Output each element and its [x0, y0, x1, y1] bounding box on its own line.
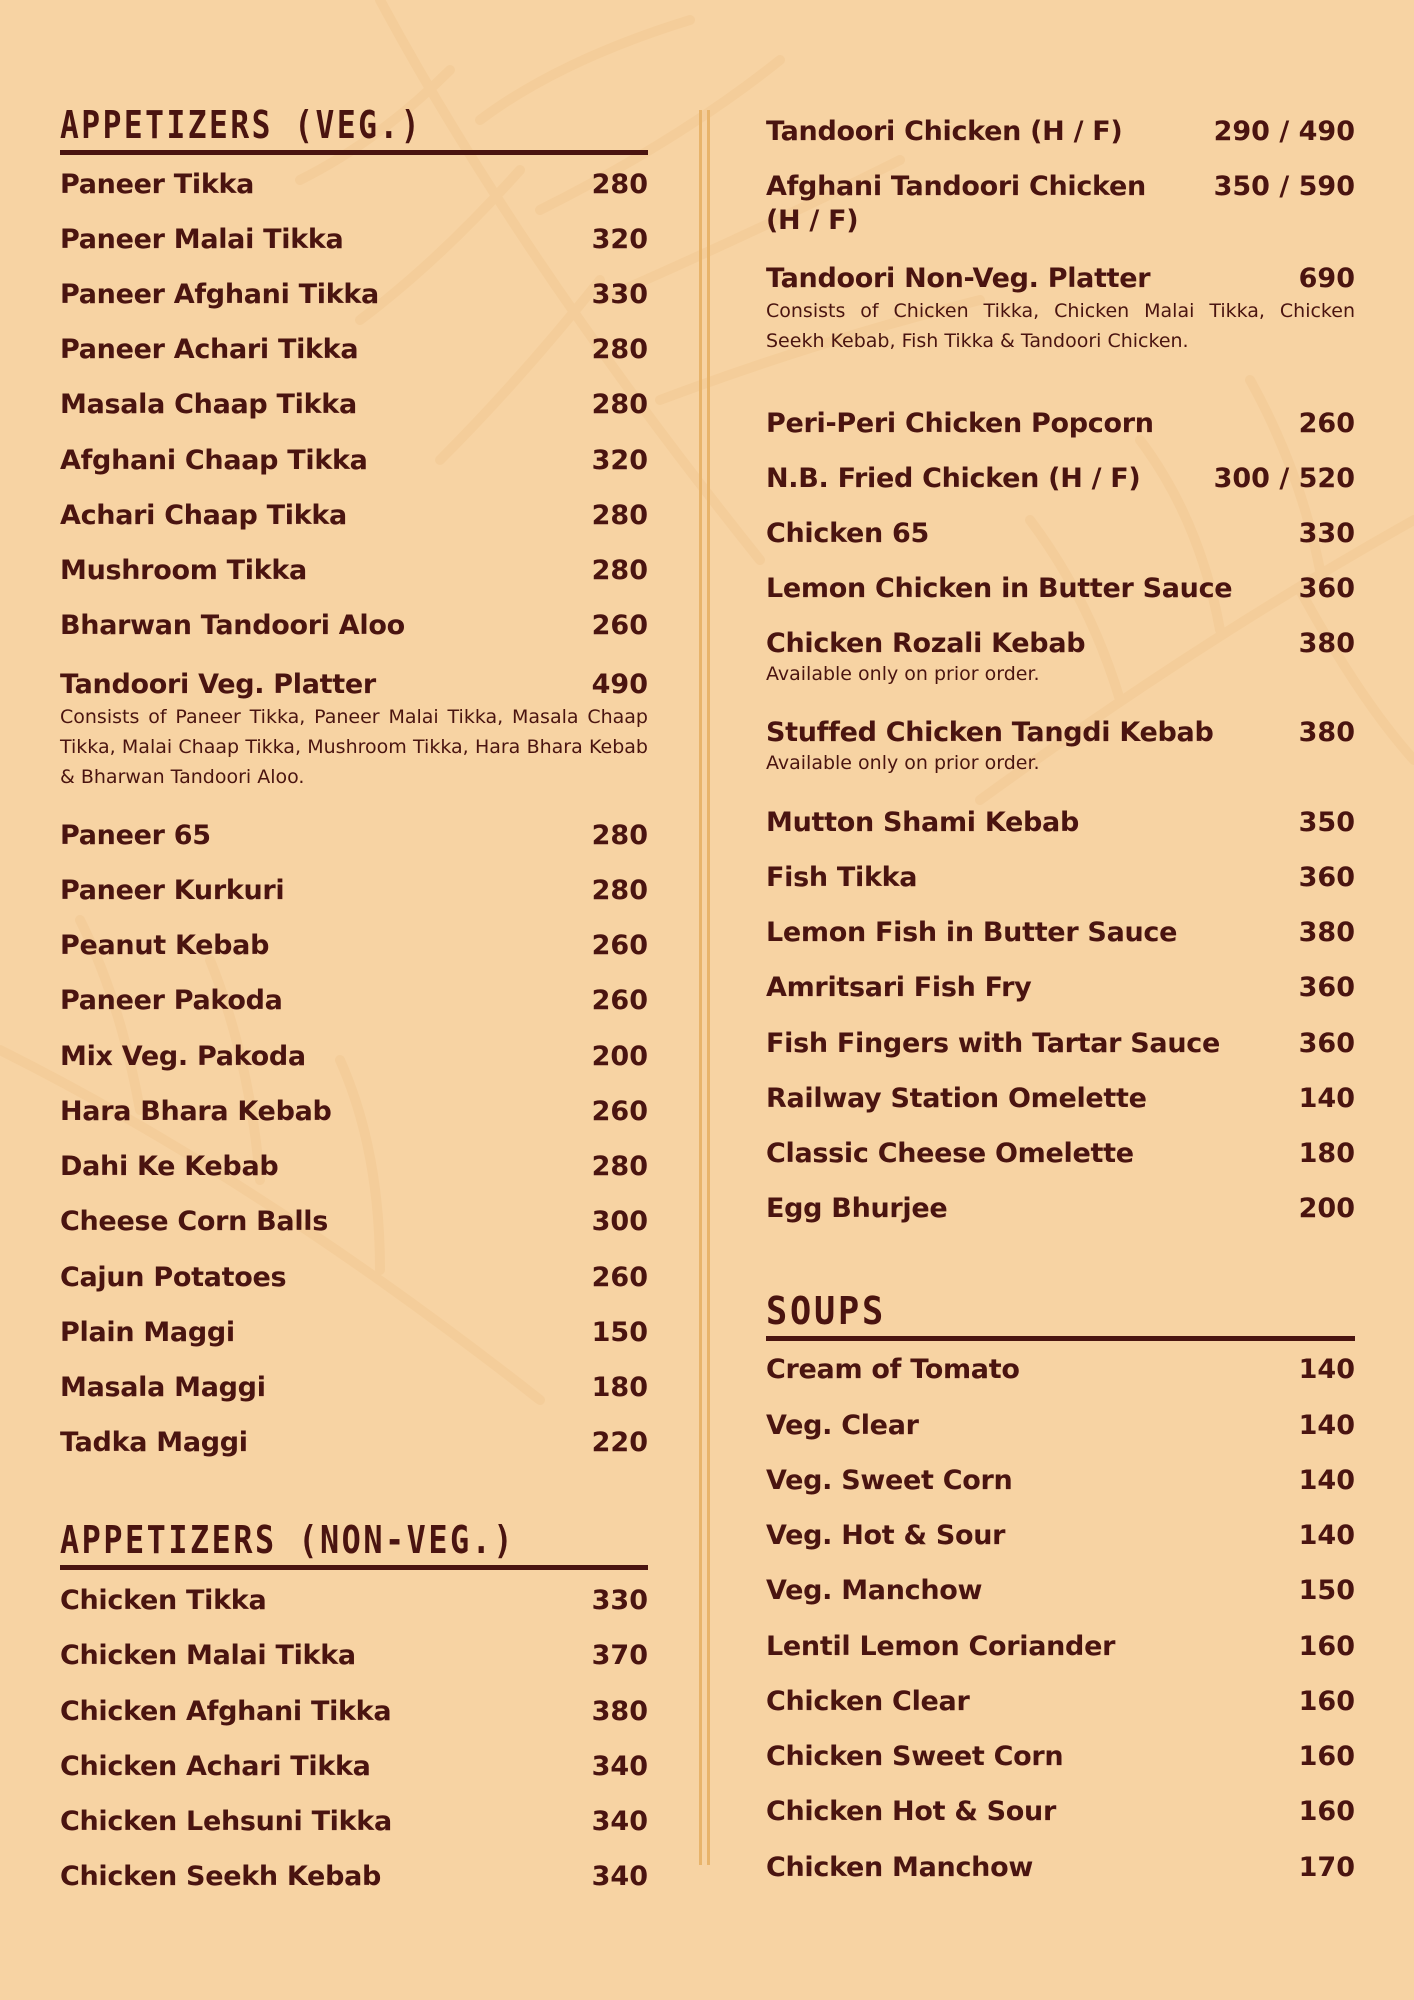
item-name: Cheese Corn Balls [60, 1206, 329, 1237]
menu-item [60, 499, 648, 533]
item-name: Paneer Tikka [60, 169, 255, 200]
menu-item [60, 929, 648, 963]
menu-item [766, 1027, 1355, 1061]
menu-item [766, 1574, 1355, 1608]
item-price: 140 [1298, 1410, 1355, 1441]
menu-item [766, 1409, 1355, 1443]
item-price: 260 [591, 1096, 648, 1127]
item-name: Classic Cheese Omelette [766, 1138, 1134, 1169]
item-name: Railway Station Omelette [766, 1083, 1147, 1114]
menu-item [766, 407, 1355, 441]
item-name: Mushroom Tikka [60, 555, 307, 586]
item-price: 290 / 490 [1213, 116, 1355, 147]
menu-item [766, 262, 1355, 356]
item-price: 380 [591, 1696, 648, 1727]
menu-item [60, 1371, 648, 1405]
item-price: 340 [591, 1806, 648, 1837]
menu-item [766, 170, 1355, 238]
item-price: 360 [1298, 862, 1355, 893]
menu-item [766, 1685, 1355, 1719]
item-price: 280 [591, 1151, 648, 1182]
item-price: 490 [591, 669, 648, 700]
section-title-soups: SOUPS [766, 1288, 1355, 1341]
item-price: 280 [591, 389, 648, 420]
item-price: 380 [1298, 717, 1355, 748]
item-name: Achari Chaap Tikka [60, 500, 347, 531]
item-name: Masala Maggi [60, 1372, 266, 1403]
menu-item [60, 1639, 648, 1673]
item-price: 150 [591, 1317, 648, 1348]
menu-item [766, 1740, 1355, 1774]
item-name: Mutton Shami Kebab [766, 807, 1079, 838]
menu-item [766, 115, 1355, 149]
item-name: Chicken Clear [766, 1686, 970, 1717]
menu-item [766, 916, 1355, 950]
menu-item [766, 1192, 1355, 1226]
menu-item [60, 1316, 648, 1350]
item-name: Lemon Chicken in Butter Sauce [766, 573, 1233, 604]
item-price: 160 [1298, 1741, 1355, 1772]
item-price: 340 [591, 1751, 648, 1782]
menu-item [766, 1137, 1355, 1171]
item-description: Consists of Chicken Tikka, Chicken Malai Tikka, Chicken Seekh Kebab, Fish Tikka & Tandoori Chicken. [766, 300, 1355, 352]
item-name: Peri-Peri Chicken Popcorn [766, 408, 1154, 439]
item-price: 370 [591, 1640, 648, 1671]
item-name: Paneer 65 [60, 820, 211, 851]
item-price: 280 [591, 500, 648, 531]
item-name: Paneer Pakoda [60, 985, 283, 1016]
item-name: Tandoori Non-Veg. Platter [766, 263, 1151, 294]
menu-item [60, 444, 648, 478]
menu-item [60, 554, 648, 588]
item-name: Veg. Clear [766, 1410, 919, 1441]
item-name: Plain Maggi [60, 1317, 235, 1348]
item-price: 330 [591, 279, 648, 310]
item-price: 160 [1298, 1796, 1355, 1827]
menu-item [766, 1851, 1355, 1885]
item-price: 320 [591, 224, 648, 255]
item-name: Dahi Ke Kebab [60, 1151, 279, 1182]
item-price: 280 [591, 555, 648, 586]
menu-item [60, 1261, 648, 1295]
menu-item [60, 1860, 648, 1894]
item-name: Bharwan Tandoori Aloo [60, 610, 405, 641]
item-name: Fish Tikka [766, 862, 918, 893]
menu-item [60, 874, 648, 908]
menu-item [60, 668, 648, 792]
item-price: 170 [1298, 1852, 1355, 1883]
item-price: 140 [1298, 1465, 1355, 1496]
item-name: Mix Veg. Pakoda [60, 1041, 306, 1072]
menu-item [766, 806, 1355, 840]
menu-item [60, 1695, 648, 1729]
item-price: 140 [1298, 1520, 1355, 1551]
menu-item [766, 971, 1355, 1005]
menu-item [60, 1095, 648, 1129]
menu-item [766, 1795, 1355, 1829]
item-name: Veg. Sweet Corn [766, 1465, 1013, 1496]
item-price: 220 [591, 1427, 648, 1458]
item-name: Chicken Sweet Corn [766, 1741, 1064, 1772]
item-name: Tadka Maggi [60, 1427, 248, 1458]
menu-item [60, 819, 648, 853]
menu-item [60, 609, 648, 643]
menu-item [60, 1584, 648, 1618]
item-description: Consists of Paneer Tikka, Paneer Malai Tikka, Masala Chaap Tikka, Malai Chaap Tikka, Mushroom Tikka, Hara Bhara Kebab & Bharwan Tandoori Aloo. [60, 706, 648, 788]
item-price: 180 [591, 1372, 648, 1403]
item-price: 260 [591, 1262, 648, 1293]
item-name: Chicken Tikka [60, 1585, 267, 1616]
menu-item [766, 462, 1355, 496]
item-price: 260 [591, 930, 648, 961]
item-price: 140 [1298, 1083, 1355, 1114]
item-name: Chicken Achari Tikka [60, 1751, 371, 1782]
item-name: Stuffed Chicken Tangdi Kebab [766, 717, 1214, 748]
item-name: N.B. Fried Chicken (H / F) [766, 463, 1141, 494]
item-price: 160 [1298, 1631, 1355, 1662]
item-name: Chicken Hot & Sour [766, 1796, 1056, 1827]
item-price: 330 [591, 1585, 648, 1616]
item-name: Paneer Afghani Tikka [60, 279, 379, 310]
item-name: Chicken Seekh Kebab [60, 1861, 382, 1892]
item-name: Paneer Achari Tikka [60, 334, 359, 365]
item-name: Paneer Kurkuri [60, 875, 285, 906]
item-name: Chicken Malai Tikka [60, 1640, 356, 1671]
section-title-veg: APPETIZERS (VEG.) [60, 102, 648, 155]
item-price: 200 [591, 1041, 648, 1072]
menu-item [60, 333, 648, 367]
item-price: 300 / 520 [1213, 463, 1355, 494]
menu-item [766, 627, 1355, 687]
item-price: 380 [1298, 628, 1355, 659]
item-name: Masala Chaap Tikka [60, 389, 357, 420]
item-price: 150 [1298, 1575, 1355, 1606]
item-price: 140 [1298, 1354, 1355, 1385]
menu-item [766, 572, 1355, 606]
menu-item [60, 1750, 648, 1784]
item-name: Afghani Tandoori Chicken (H / F) [766, 171, 1146, 236]
menu-item [766, 716, 1355, 776]
item-price: 380 [1298, 917, 1355, 948]
item-price: 360 [1298, 972, 1355, 1003]
menu-item [60, 1805, 648, 1839]
item-name: Afghani Chaap Tikka [60, 445, 368, 476]
item-price: 350 [1298, 807, 1355, 838]
item-price: 160 [1298, 1686, 1355, 1717]
item-price: 280 [591, 875, 648, 906]
item-name: Lemon Fish in Butter Sauce [766, 917, 1178, 948]
item-price: 280 [591, 334, 648, 365]
item-price: 280 [591, 169, 648, 200]
menu-item [60, 1150, 648, 1184]
menu-item [60, 278, 648, 312]
item-price: 330 [1298, 518, 1355, 549]
item-name: Chicken Manchow [766, 1852, 1033, 1883]
item-name: Veg. Hot & Sour [766, 1520, 1006, 1551]
item-price: 340 [591, 1861, 648, 1892]
item-name: Chicken Lehsuni Tikka [60, 1806, 392, 1837]
menu-item [766, 1464, 1355, 1498]
item-note: Available only on prior order. [766, 752, 1040, 774]
item-name: Peanut Kebab [60, 930, 270, 961]
item-price: 360 [1298, 1028, 1355, 1059]
item-price: 200 [1298, 1193, 1355, 1224]
item-name: Cream of Tomato [766, 1354, 1020, 1385]
item-name: Tandoori Chicken (H / F) [766, 116, 1123, 147]
item-name: Chicken Afghani Tikka [60, 1696, 392, 1727]
item-name: Tandoori Veg. Platter [60, 669, 376, 700]
item-name: Chicken Rozali Kebab [766, 628, 1086, 659]
menu-item [60, 1426, 648, 1460]
item-price: 300 [591, 1206, 648, 1237]
menu-item [766, 1519, 1355, 1553]
item-price: 260 [1298, 408, 1355, 439]
menu-item [60, 223, 648, 257]
item-name: Lentil Lemon Coriander [766, 1631, 1116, 1662]
menu-item [766, 1630, 1355, 1664]
item-price: 260 [591, 985, 648, 1016]
menu-item [766, 1082, 1355, 1116]
item-price: 180 [1298, 1138, 1355, 1169]
item-name: Cajun Potatoes [60, 1262, 287, 1293]
item-name: Fish Fingers with Tartar Sauce [766, 1028, 1220, 1059]
menu-item [766, 1353, 1355, 1387]
item-price: 350 / 590 [1213, 171, 1355, 202]
column-divider [699, 110, 711, 1865]
item-name: Egg Bhurjee [766, 1193, 948, 1224]
menu-item [60, 388, 648, 422]
menu-item [60, 168, 648, 202]
menu-item [60, 984, 648, 1018]
menu-item [60, 1040, 648, 1074]
item-price: 280 [591, 820, 648, 851]
item-name: Chicken 65 [766, 518, 930, 549]
item-name: Paneer Malai Tikka [60, 224, 344, 255]
menu-item [766, 517, 1355, 551]
menu-item [766, 861, 1355, 895]
item-note: Available only on prior order. [766, 663, 1040, 685]
item-name: Veg. Manchow [766, 1575, 983, 1606]
item-name: Amritsari Fish Fry [766, 972, 1032, 1003]
item-name: Hara Bhara Kebab [60, 1096, 332, 1127]
item-price: 260 [591, 610, 648, 641]
item-price: 320 [591, 445, 648, 476]
menu-item [60, 1205, 648, 1239]
item-price: 360 [1298, 573, 1355, 604]
section-title-nonveg: APPETIZERS (NON-VEG.) [60, 1517, 648, 1570]
item-price: 690 [1298, 263, 1355, 294]
